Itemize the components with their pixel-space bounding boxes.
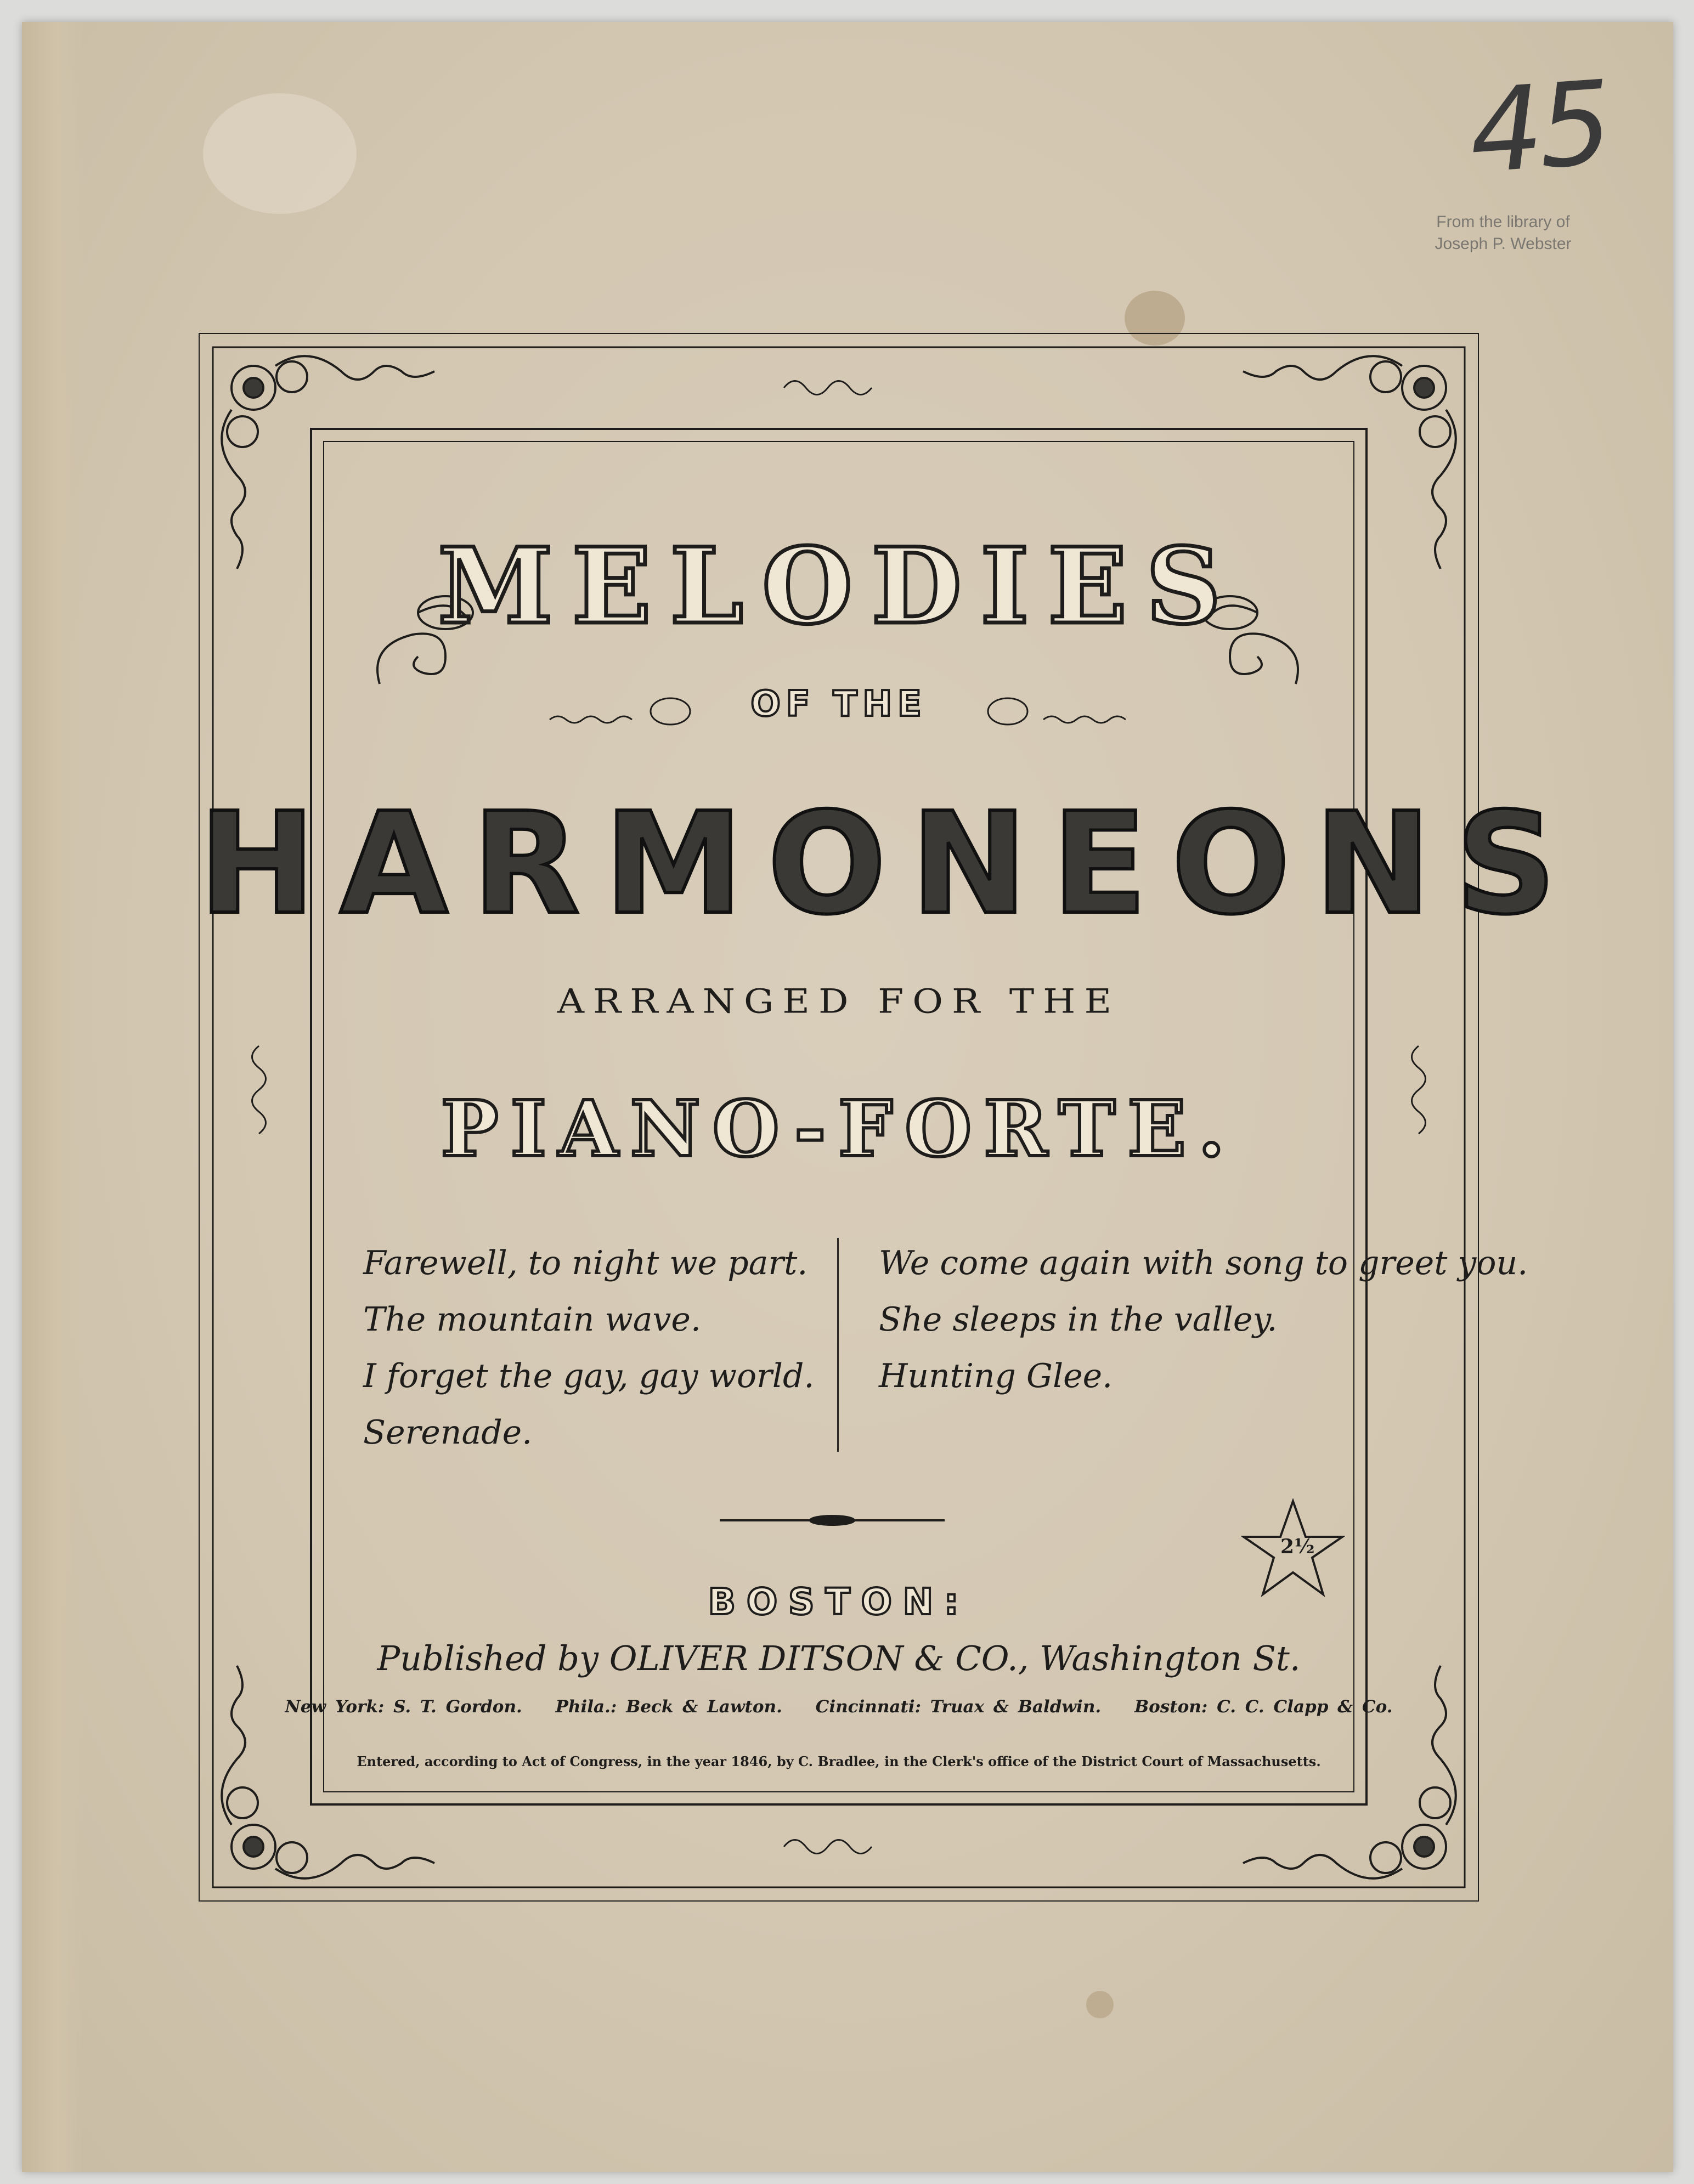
song-list-right xyxy=(879,1235,1528,1405)
library-stamp xyxy=(1410,211,1596,255)
sheet-music-cover xyxy=(22,22,1673,2172)
song-title: She sleeps in the valley. xyxy=(879,1300,1278,1339)
agent-new-york: New York: S. T. Gordon. xyxy=(285,1697,522,1717)
decorative-frame xyxy=(199,333,1581,1902)
price-mark: 2½ xyxy=(1280,1535,1315,1558)
song-list-divider xyxy=(837,1238,839,1452)
copyright-notice: Entered, according to Act of Congress, in the year 1846, by C. Bradlee, in the Clerk's office of the District Court of Massachusetts. xyxy=(357,1753,1321,1769)
instrument-title: PIANO-FORTE. xyxy=(441,1084,1237,1174)
song-list-left xyxy=(363,1235,814,1461)
agent-philadelphia: Phila.: Beck & Lawton. xyxy=(555,1697,782,1717)
agent-boston: Boston: C. C. Clapp & Co. xyxy=(1134,1697,1393,1717)
song-title: The mountain wave. xyxy=(363,1300,701,1339)
imprint-city: BOSTON: xyxy=(708,1581,970,1623)
cover-content xyxy=(199,333,1581,1902)
song-title: Serenade. xyxy=(363,1413,533,1452)
song-title: Farewell, to night we part. xyxy=(363,1244,808,1282)
song-title: Hunting Glee. xyxy=(879,1357,1113,1395)
water-stain xyxy=(203,93,357,214)
title-harmoneons: HARMONEONS xyxy=(199,783,1581,946)
agents-line xyxy=(199,1697,1479,1717)
song-title: We come again with song to greet you. xyxy=(879,1244,1528,1282)
song-title: I forget the gay, gay world. xyxy=(363,1357,815,1395)
handwritten-number: 45 xyxy=(1465,55,1612,200)
title-of-the: OF THE xyxy=(750,684,927,725)
binding-edge xyxy=(22,22,82,2172)
title-melodies: MELODIES xyxy=(438,525,1240,647)
agent-cincinnati: Cincinnati: Truax & Baldwin. xyxy=(815,1697,1102,1717)
foxing-spot xyxy=(1086,1991,1114,2018)
stamp-line-1: From the library of xyxy=(1436,213,1570,231)
publisher-line: Published by OLIVER DITSON & CO., Washington St. xyxy=(377,1638,1301,1678)
arranged-for-text: ARRANGED FOR THE xyxy=(557,982,1121,1022)
stamp-line-2: Joseph P. Webster xyxy=(1435,235,1572,253)
